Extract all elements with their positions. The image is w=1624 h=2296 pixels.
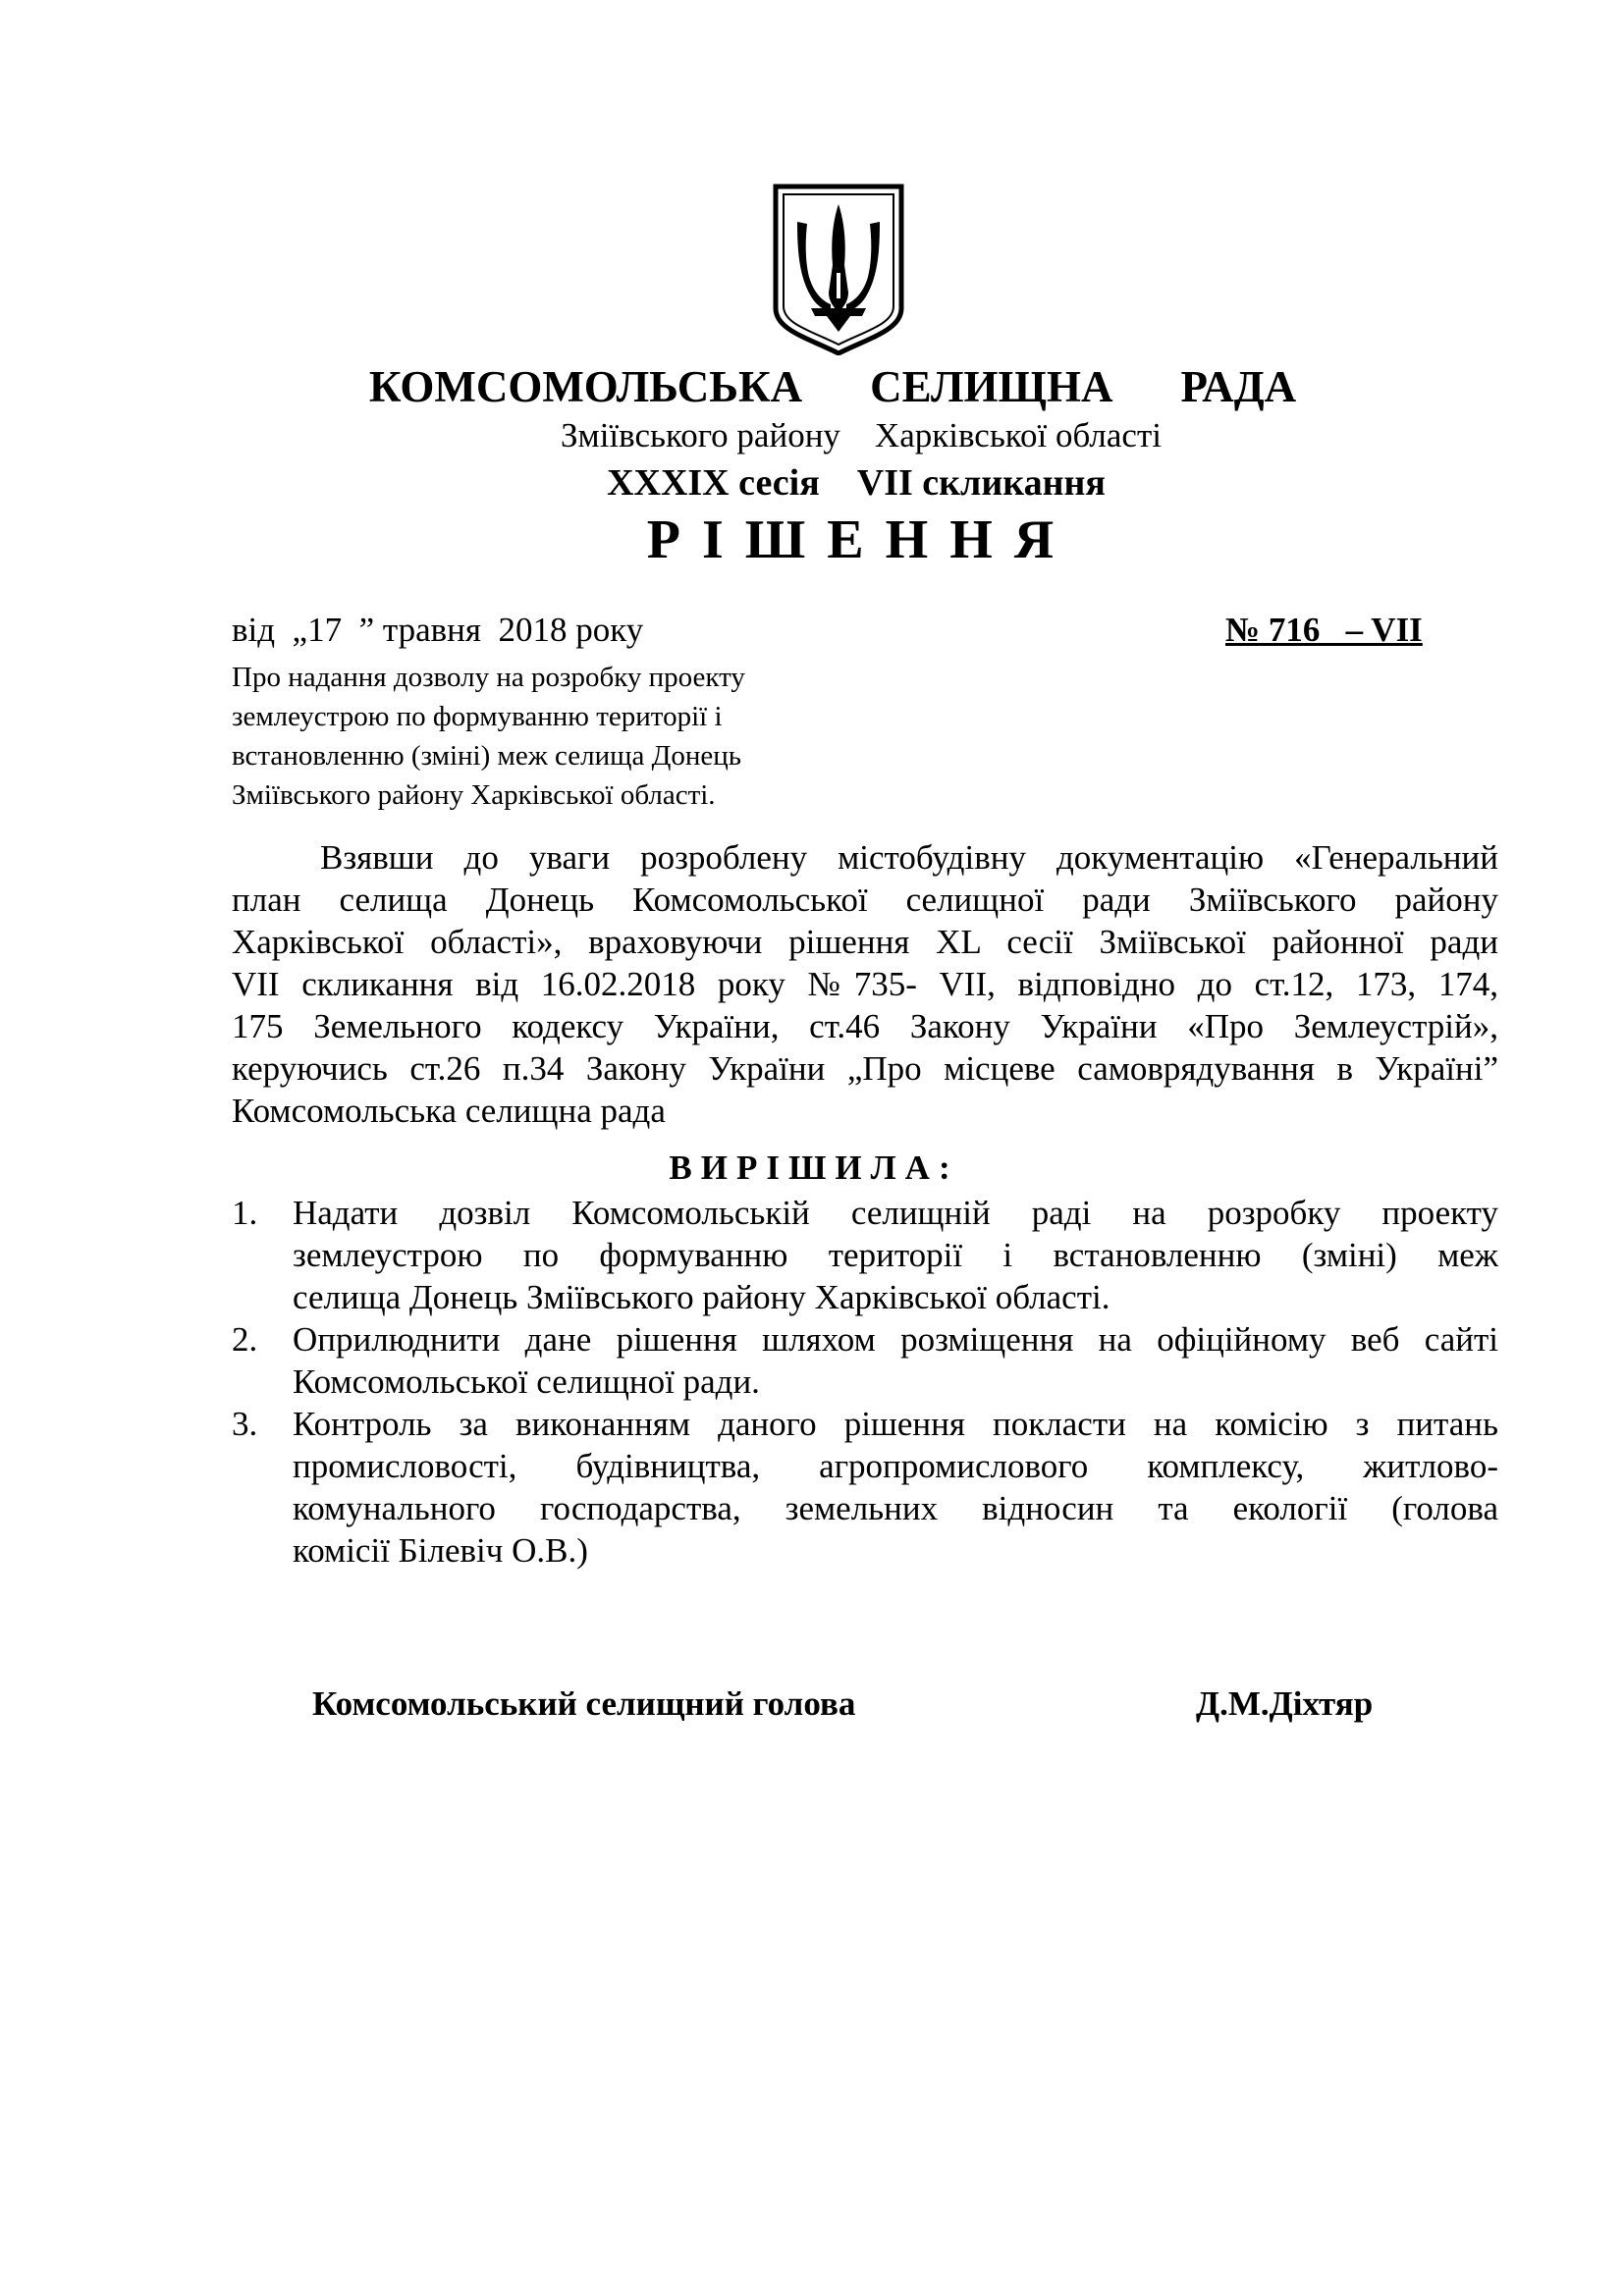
subject-line: Зміївського району Харківської області. xyxy=(232,779,716,811)
preamble-line: Комсомольська селищна рада xyxy=(232,1092,666,1130)
decision-number: № 716 – VII xyxy=(1225,611,1423,649)
resolved-heading: ВИРІШИЛА: xyxy=(669,1148,959,1187)
decision-subject xyxy=(232,658,860,815)
item-number: 1. xyxy=(232,1194,258,1232)
preamble-line: Харківської області», враховуючи рішення XL сесії Зміївської районної ради xyxy=(232,923,1498,961)
trident-icon xyxy=(772,183,905,355)
signature-name: Д.М.Діхтяр xyxy=(1196,1684,1374,1723)
list-item xyxy=(232,1192,1498,1318)
preamble-line: 175 Земельного кодексу України, ст.46 Закону України «Про Землеустрій», xyxy=(232,1007,1498,1045)
preamble-line: VII скликання від 16.02.2018 року №735- VII, відповідно до ст.12, 173, 174, xyxy=(232,965,1498,1003)
item-line: селища Донець Зміївського району Харківської області. xyxy=(293,1278,1110,1316)
item-line: Надати дозвіл Комсомольській селищній раді на розробку проекту xyxy=(293,1194,1498,1232)
subject-line: Про надання дозволу на розробку проекту xyxy=(232,662,745,693)
subject-line: встановленню (зміні) меж селища Донець xyxy=(232,740,741,772)
preamble-line: Взявши до уваги розроблену містобудівну документацію «Генеральний xyxy=(320,838,1498,877)
item-line: комісії Білевіч О.В.) xyxy=(293,1531,588,1570)
signature-title: Комсомольський селищний голова xyxy=(312,1684,856,1723)
decision-date: від „17 ” травня 2018 року xyxy=(232,611,644,649)
preamble-line: план селища Донець Комсомольської селищної ради Зміївського району xyxy=(232,881,1498,919)
item-line: землеустрою по формуванню території і встановленню (зміні) меж xyxy=(293,1236,1498,1274)
district-line: Зміївського району Харківської області xyxy=(561,416,1162,454)
item-line: Комсомольської селищної ради. xyxy=(293,1362,760,1401)
session-line: XXXIX сесія VII скликання xyxy=(607,462,1106,504)
item-number: 2. xyxy=(232,1320,258,1359)
list-item xyxy=(232,1318,1498,1403)
subject-line: землеустрою по формуванню території і xyxy=(232,701,723,732)
council-name: КОМСОМОЛЬСЬКА СЕЛИЩНА РАДА xyxy=(368,362,1297,411)
item-line: промисловості, будівництва, агропромислового комплексу, житлово- xyxy=(293,1447,1498,1485)
item-line: Контроль за виконанням даного рішення покласти на комісію з питань xyxy=(293,1405,1498,1443)
decision-title: РІШЕННЯ xyxy=(646,509,1076,570)
preamble-line: керуючись ст.26 п.34 Закону України „Про місцеве самоврядування в Україні” xyxy=(232,1049,1498,1088)
item-line: комунального господарства, земельних відносин та екології (голова xyxy=(293,1489,1498,1527)
item-line: Оприлюднити дане рішення шляхом розміщення на офіційному веб сайті xyxy=(293,1320,1498,1359)
item-number: 3. xyxy=(232,1405,258,1443)
decision-items-list xyxy=(232,1192,1498,1572)
preamble-paragraph xyxy=(232,836,1498,1132)
list-item xyxy=(232,1403,1498,1572)
